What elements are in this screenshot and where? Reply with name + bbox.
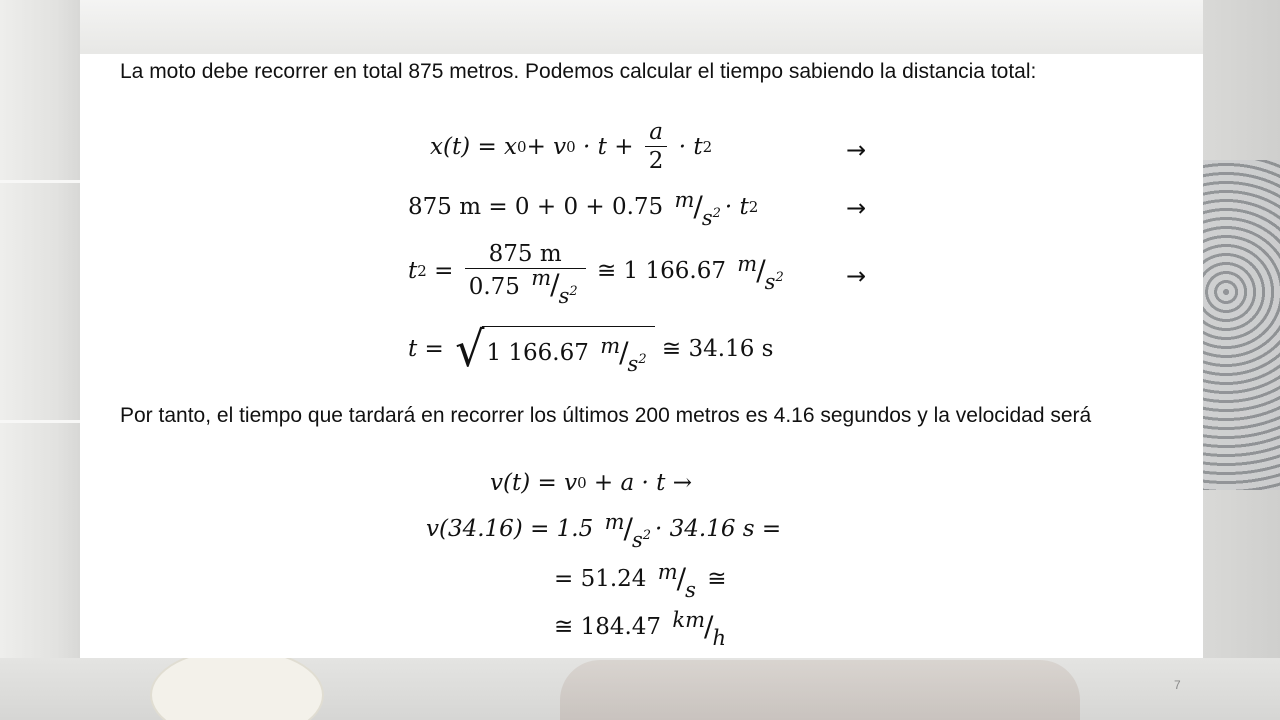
background-streak: [0, 420, 80, 423]
eq1-sub0: 0: [517, 137, 527, 156]
eq6-rest: · 34.16 s =: [655, 515, 782, 542]
eq2-unit: [674, 188, 721, 230]
eq2-text: 875 m = 0 + 0 + 0.75: [408, 193, 671, 220]
eq1-frac-num: a: [649, 119, 663, 145]
equation-kmh: [554, 608, 730, 650]
eq2-unit-bot: s: [701, 206, 713, 230]
eq5-lhs: v(t) = v: [490, 470, 578, 496]
eq6-lhs: v(34.16) = 1.5: [426, 515, 601, 542]
eq4-unit-bot: s: [627, 352, 639, 376]
equation-t-squared: [408, 241, 788, 308]
eq7-unit-bot: s: [685, 578, 696, 602]
eq3-lhs: t: [408, 257, 418, 284]
eq3-unit-exp: 2: [569, 284, 578, 299]
eq3-arrow: →: [846, 262, 867, 290]
radical-glyph: √: [455, 320, 485, 378]
eq8-unit-top: km: [672, 608, 706, 632]
equation-ms: [554, 560, 727, 602]
eq6-unit: [604, 510, 651, 552]
eq2-tail: · t: [724, 193, 749, 220]
eq3-num: 875 m: [488, 241, 562, 267]
eq3-fraction: [465, 241, 586, 308]
eq2-unit-top: m: [674, 188, 695, 212]
slash-glyph: /: [693, 190, 703, 223]
equation-t: [408, 320, 774, 378]
eq3-den-val: 0.75: [468, 274, 520, 300]
eq1-lhs: x(t) = x: [430, 133, 518, 160]
eq5-rest: + a · t →: [586, 470, 692, 496]
slash-glyph: /: [756, 254, 766, 287]
eq1-mid: + v: [526, 133, 567, 160]
eq1-arrow: →: [846, 136, 867, 164]
eq5-sub: 0: [577, 474, 587, 492]
background-fabric: [1203, 160, 1280, 490]
eq4-result: ≅ 34.16 s: [654, 336, 774, 362]
eq4-unit: [600, 334, 647, 376]
eq7-lhs: = 51.24: [554, 565, 654, 592]
background-top: [0, 0, 1280, 60]
eq3-den: [465, 266, 586, 308]
eq3-eq: =: [426, 257, 461, 284]
eq7-unit: [657, 560, 696, 602]
eq1-exp: 2: [702, 137, 713, 156]
eq2-unit-exp: 2: [712, 206, 721, 221]
eq8-unit: [672, 608, 726, 650]
slide-page-number: 7: [1174, 678, 1181, 692]
equation-velocity: [490, 470, 692, 496]
eq3-result-unit-bot: s: [764, 270, 776, 294]
eq4-unit-exp: 2: [638, 352, 647, 367]
conclusion-paragraph: Por tanto, el tiempo que tardará en recorrer los últimos 200 metros es 4.16 segundos y la velocidad será: [120, 404, 1092, 427]
radicand: [482, 326, 654, 376]
eq1-frac-den: 2: [645, 146, 668, 173]
eq4-radicand: 1 166.67: [486, 339, 597, 366]
eq3-result-unit-exp: 2: [775, 270, 784, 285]
slash-glyph: /: [550, 268, 560, 301]
eq4-lhs: t =: [408, 336, 452, 362]
background-left: [0, 0, 80, 720]
eq8-lhs: ≅ 184.47: [554, 613, 669, 640]
slash-glyph: /: [623, 512, 633, 545]
eq3-unit-top: m: [531, 266, 552, 290]
equation-position: [430, 120, 712, 173]
equation-substitution: [408, 188, 759, 230]
eq1-sub1: 0: [566, 137, 576, 156]
background-streak: [0, 180, 80, 183]
eq3-result-unit: [737, 252, 784, 294]
slash-glyph: /: [704, 610, 714, 643]
slash-glyph: /: [676, 562, 687, 595]
eq3-den-unit: [531, 266, 578, 308]
eq1-fraction: [645, 120, 668, 173]
intro-paragraph: La moto debe recorrer en total 875 metros. Podemos calcular el tiempo sabiendo la distancia total:: [120, 60, 1037, 83]
eq3-exp: 2: [417, 261, 427, 280]
eq2-exp: 2: [748, 197, 759, 216]
eq3-result-unit-top: m: [737, 252, 758, 276]
eq6-unit-bot: s: [631, 528, 643, 552]
eq1-tail: · t: [671, 133, 703, 160]
document-image: [80, 54, 1203, 658]
slash-glyph: /: [619, 336, 629, 369]
equation-velocity-value: [426, 510, 782, 552]
eq6-unit-top: m: [604, 510, 625, 534]
eq3-unit-bot: s: [558, 284, 570, 308]
eq7-unit-top: m: [657, 560, 678, 584]
square-root: [455, 320, 654, 378]
eq6-unit-exp: 2: [642, 528, 651, 543]
eq4-unit-top: m: [600, 334, 621, 358]
eq3-approx: ≅ 1 166.67: [589, 257, 734, 284]
eq2-arrow: →: [846, 194, 867, 222]
eq8-unit-bot: h: [712, 626, 726, 650]
eq1-rest: · t +: [575, 133, 641, 160]
eq7-rest: ≅: [699, 565, 727, 592]
background-hand: [560, 660, 1080, 720]
